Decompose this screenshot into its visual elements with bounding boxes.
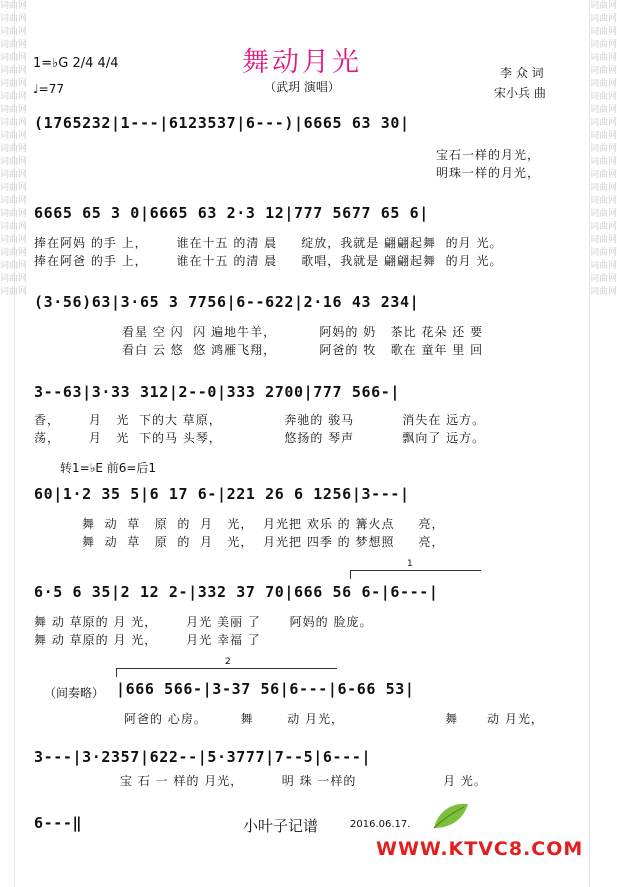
lyric-line-1: 舞 动 草原的 月 光， 月光 美丽 了 阿妈的 脸庞。: [34, 615, 373, 629]
lyric-line-1: 宝石一样的月光，: [436, 148, 541, 162]
score-row-1: [0, 114, 604, 184]
notation-line: 6---‖: [34, 814, 83, 832]
modulation-note: 转1=♭E 前6=后1: [60, 461, 157, 475]
score-row-2: [0, 204, 604, 274]
tempo-marking: ♩=77: [33, 82, 64, 96]
lyric-line-1: 舞 动 草 原 的 月 光， 月光把 欢乐 的 篝火点 亮，: [82, 517, 445, 531]
score-row-7: [0, 680, 604, 730]
leaf-icon: [430, 800, 470, 832]
lyric-line-1: 看星 空 闪 闪 遍地牛羊， 阿妈的 奶 茶比 花朵 还 要: [122, 325, 484, 339]
performer-credit: （武玥 演唱）: [264, 80, 340, 94]
lyric-line-2: 荡， 月 光 下的马 头琴， 悠扬的 琴声 飘向了 远方。: [34, 431, 486, 445]
interlude-note: （间奏略）: [44, 686, 105, 700]
notation-line: 60|1·2 35 5|6 17 6-|221 26 6 1256|3---|: [34, 485, 410, 503]
notation-line: (1765232|1---|6123537|6---)|6665 63 30|: [34, 114, 410, 132]
transcription-date: 2016.06.17.: [350, 819, 411, 830]
lyric-line-2: 明珠一样的月光，: [436, 166, 541, 180]
volta-bracket-1: [350, 559, 481, 579]
notation-line: 3---|3·2357|622--|5·3777|7--5|6---|: [34, 748, 372, 766]
notation-line: 3--63|3·33 312|2--0|333 2700|777 566-|: [34, 383, 400, 401]
notation-line: 6665 65 3 0|6665 63 2·3 12|777 5677 65 6|: [34, 204, 429, 222]
lyric-line-2: 舞 动 草原的 月 光， 月光 幸福 了: [34, 633, 261, 647]
song-title: 舞动月光: [242, 47, 362, 78]
score-row-5: [0, 485, 604, 555]
score-row-8: [0, 748, 604, 798]
lyricist-credit: 李 众 词: [500, 66, 544, 80]
volta-label: 1: [407, 559, 413, 569]
right-watermark-strip: 词曲网 词曲网 词曲网 词曲网 词曲网 词曲网 词曲网 词曲网 词曲网 词曲网 词曲网 词曲网 词曲网 词曲网 词曲网 词曲网 词曲网 词曲网 词曲网 词曲网 词曲网 词曲网 词曲网: [589, 0, 604, 887]
lyric-line-2: 舞 动 草 原 的 月 光， 月光把 四季 的 梦想照 亮，: [82, 535, 445, 549]
website-logo[interactable]: WWW.KTVC8.COM: [376, 838, 584, 860]
transcriber-signature: 小叶子记谱: [243, 817, 319, 835]
lyric-line-1: 香， 月 光 下的大 草原， 奔驰的 骏马 消失在 远方。: [34, 413, 486, 427]
lyric-line-1: 阿爸的 心房。 舞 动 月光， 舞 动 月光，: [124, 712, 544, 726]
lyric-line-2: 看白 云 悠 悠 鸿雁飞翔， 阿爸的 牧 歌在 童年 里 回: [122, 343, 484, 357]
lyric-line-2: 捧在阿爸 的手 上， 谁在十五 的清 晨 歌唱，我就是 翩翩起舞 的月 光。: [34, 254, 503, 268]
left-watermark-strip: 词曲网 词曲网 词曲网 词曲网 词曲网 词曲网 词曲网 词曲网 词曲网 词曲网 词曲网 词曲网 词曲网 词曲网 词曲网 词曲网 词曲网 词曲网 词曲网 词曲网 词曲网 词曲网 词曲网: [0, 0, 15, 887]
notation-line: |666 566-|3-37 56|6---|6-66 53|: [116, 680, 415, 698]
notation-line: 6·5 6 35|2 12 2-|332 37 70|666 56 6-|6---|: [34, 583, 439, 601]
composer-credit: 宋小兵 曲: [494, 86, 546, 100]
volta-bracket-2: [116, 657, 337, 677]
score-row-3: [0, 293, 604, 363]
lyric-line-1: 捧在阿妈 的手 上， 谁在十五 的清 晨 绽放，我就是 翩翩起舞 的月 光。: [34, 236, 503, 250]
volta-label: 2: [225, 657, 231, 667]
notation-line: (3·56)63|3·65 3 7756|6--622|2·16 43 234|: [34, 293, 420, 311]
score-row-6: [0, 583, 604, 653]
score-row-4: [0, 383, 604, 453]
lyric-line-1: 宝 石 一 样的 月光， 明 珠 一样的 月 光。: [120, 774, 487, 788]
key-signature: 1=♭G 2/4 4/4: [33, 56, 119, 71]
